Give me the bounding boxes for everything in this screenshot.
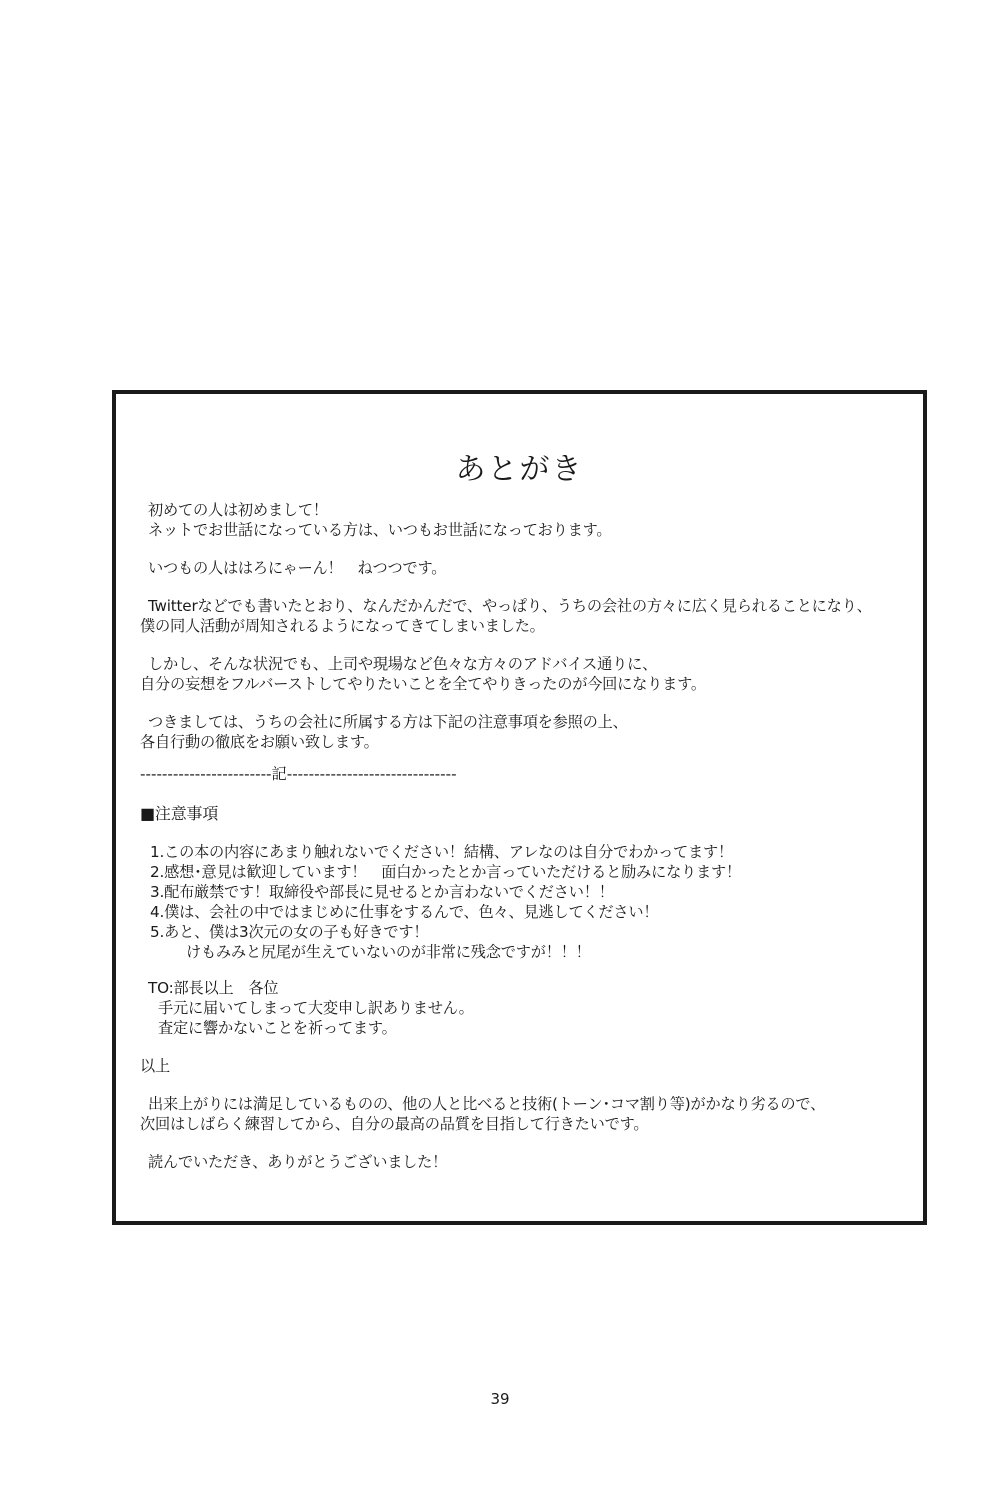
twitter-line-2: 僕の同人活動が周知されるようになってきてしまいました。	[140, 617, 545, 635]
request-paragraph	[140, 712, 912, 752]
closing-mark	[140, 1056, 912, 1076]
greeting-line-1: 初めての人は初めまして！	[148, 501, 328, 519]
afterword-frame	[112, 390, 927, 1225]
to-line-1: 手元に届いてしまって大変申し訳ありません。	[158, 999, 474, 1017]
thanks-paragraph	[140, 1152, 912, 1172]
page-number: 39	[490, 1390, 510, 1408]
twitter-line-1: Twitterなどでも書いたとおり、なんだかんだで、やっぱり、うちの会社の方々に広く見られることになり、	[148, 597, 872, 615]
greeting-paragraph	[140, 500, 912, 540]
note-item: 3.配布厳禁です！取締役や部長に見せるとか言わないでください！！	[150, 883, 614, 901]
to-line-2: 査定に響かないことを祈ってます。	[158, 1019, 397, 1037]
closing-mark-text: 以上	[140, 1057, 170, 1075]
greeting-line-2: ネットでお世話になっている方は、いつもお世話になっております。	[148, 521, 612, 539]
thanks-line: 読んでいただき、ありがとうございました！	[148, 1153, 448, 1171]
notes-list	[150, 842, 912, 962]
section-divider: ------------------------記-------------------------------	[140, 765, 457, 783]
twitter-paragraph	[140, 596, 912, 636]
to-section	[140, 978, 912, 1038]
intro-paragraph	[140, 558, 912, 578]
afterword-title: あとがき	[455, 452, 584, 487]
notes-heading: ■注意事項	[140, 804, 219, 823]
quality-paragraph	[140, 1094, 912, 1134]
note-item: 5.あと、僕は3次元の女の子も好きです！	[150, 923, 429, 941]
intro-line: いつもの人ははろにゃーん！ ねつつです。	[148, 559, 447, 577]
situation-line-2: 自分の妄想をフルバーストしてやりたいことを全てやりきったのが今回になります。	[140, 675, 706, 693]
note-item: 1.この本の内容にあまり触れないでください！結構、アレなのは自分でわかってます！	[150, 843, 734, 861]
request-line-2: 各自行動の徹底をお願い致します。	[140, 733, 379, 751]
request-line-1: つきましては、うちの会社に所属する方は下記の注意事項を参照の上、	[148, 713, 628, 731]
note-item: 4.僕は、会社の中ではまじめに仕事をするんで、色々、見逃してください！	[150, 903, 659, 921]
quality-line-1: 出来上がりには満足しているものの、他の人と比べると技術(トーン･コマ割り等)がかなり劣るので、	[148, 1095, 826, 1113]
afterword-body	[140, 500, 912, 1190]
note-item: 2.感想･意見は歓迎しています！ 面白かったとか言っていただけると励みになります！	[150, 863, 742, 881]
situation-paragraph	[140, 654, 912, 694]
situation-line-1: しかし、そんな状況でも、上司や現場など色々な方々のアドバイス通りに、	[148, 655, 658, 673]
note-item-continuation: けもみみと尻尾が生えていないのが非常に残念ですが！！！	[186, 943, 591, 961]
to-heading: TO:部長以上 各位	[148, 979, 279, 997]
quality-line-2: 次回はしばらく練習してから、自分の最高の品質を目指して行きたいです。	[140, 1115, 649, 1133]
